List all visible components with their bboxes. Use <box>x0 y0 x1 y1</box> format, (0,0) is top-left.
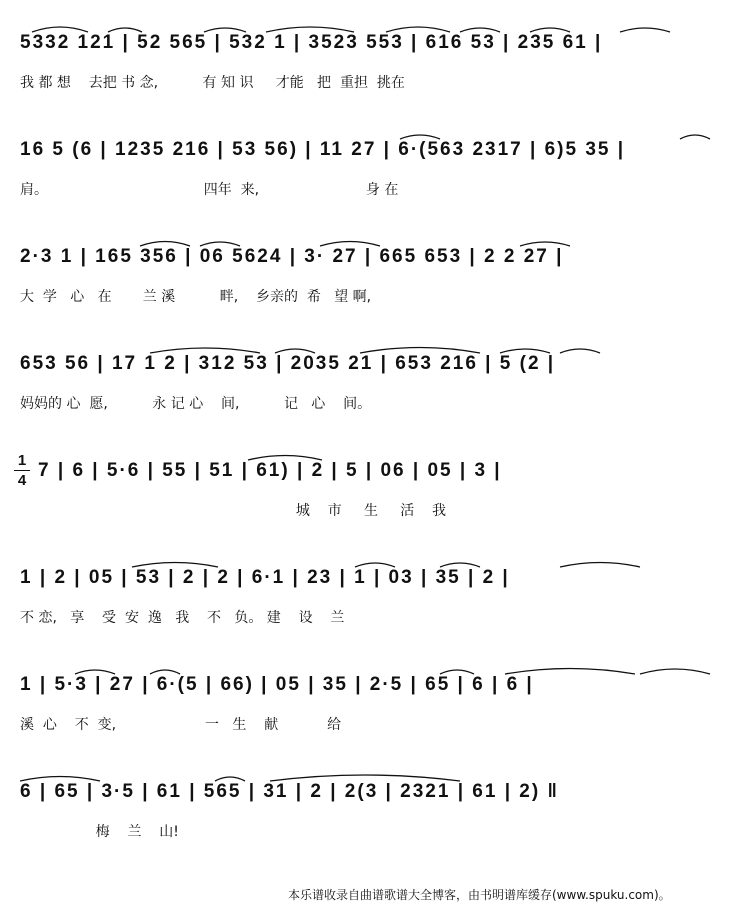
score-system-4 <box>20 341 720 441</box>
notation-line: 1 | 5·3 | 27 | 6·(5 | 66) | 05 | 35 | 2·5 | 65 | 6 | 6 | <box>20 674 534 695</box>
score-system-6 <box>20 555 720 655</box>
lyrics-line: 肩。 四年 来, 身 在 <box>20 182 399 198</box>
lyrics-line: 城 市 生 活 我 <box>20 503 447 519</box>
score-system-2 <box>20 127 720 227</box>
notation-line: 1 | 2 | 05 | 53 | 2 | 2 | 6·1 | 23 | 1 | 03 | 35 | 2 | <box>20 567 510 588</box>
notation-line: 16 5 (6 | 1235 216 | 53 56) | 11 27 | 6·(563 2317 | 6)5 35 | <box>20 139 626 160</box>
notation-line: 5332 121 | 52 565 | 532 1 | 3523 553 | 616 53 | 235 61 | <box>20 32 603 53</box>
score-system-5 <box>17 448 720 548</box>
score-system-8 <box>20 769 720 869</box>
notation-line: 653 56 | 17 1 2 | 312 53 | 2035 21 | 653 216 | 5 (2 | <box>20 353 556 374</box>
lyrics-line: 不 恋, 享 受 安 逸 我 不 负。 建 设 兰 <box>20 610 345 626</box>
score-system-7 <box>20 662 720 762</box>
score-system-3 <box>20 234 720 334</box>
lyrics-line: 溪 心 不 变, 一 生 献 给 <box>20 717 342 733</box>
notation-line: 7 | 6 | 5·6 | 55 | 51 | 61) | 2 | 5 | 06 | 05 | 3 | <box>38 460 502 481</box>
lyrics-line: 梅 兰 山! <box>20 824 179 840</box>
lyrics-line: 妈妈的 心 愿, 永 记 心 间, 记 心 间。 <box>20 396 372 412</box>
lyrics-line: 大 学 心 在 兰 溪 畔, 乡亲的 希 望 啊, <box>20 289 372 305</box>
lyrics-line: 我 都 想 去把 书 念, 有 知 识 才能 把 重担 挑在 <box>20 75 405 91</box>
source-footer: 本乐谱收录自曲谱歌谱大全博客，由书明谱库缓存(www.spuku.com)。 <box>288 888 671 902</box>
notation-line: 2·3 1 | 165 356 | 06 5624 | 3· 27 | 665 653 | 2 2 27 | <box>20 246 564 267</box>
score-system-1 <box>20 20 720 120</box>
time-signature: 1 4 <box>14 452 30 489</box>
notation-line: 6 | 65 | 3·5 | 61 | 565 | 31 | 2 | 2(3 | 2321 | 61 | 2) ‖ <box>20 781 559 802</box>
